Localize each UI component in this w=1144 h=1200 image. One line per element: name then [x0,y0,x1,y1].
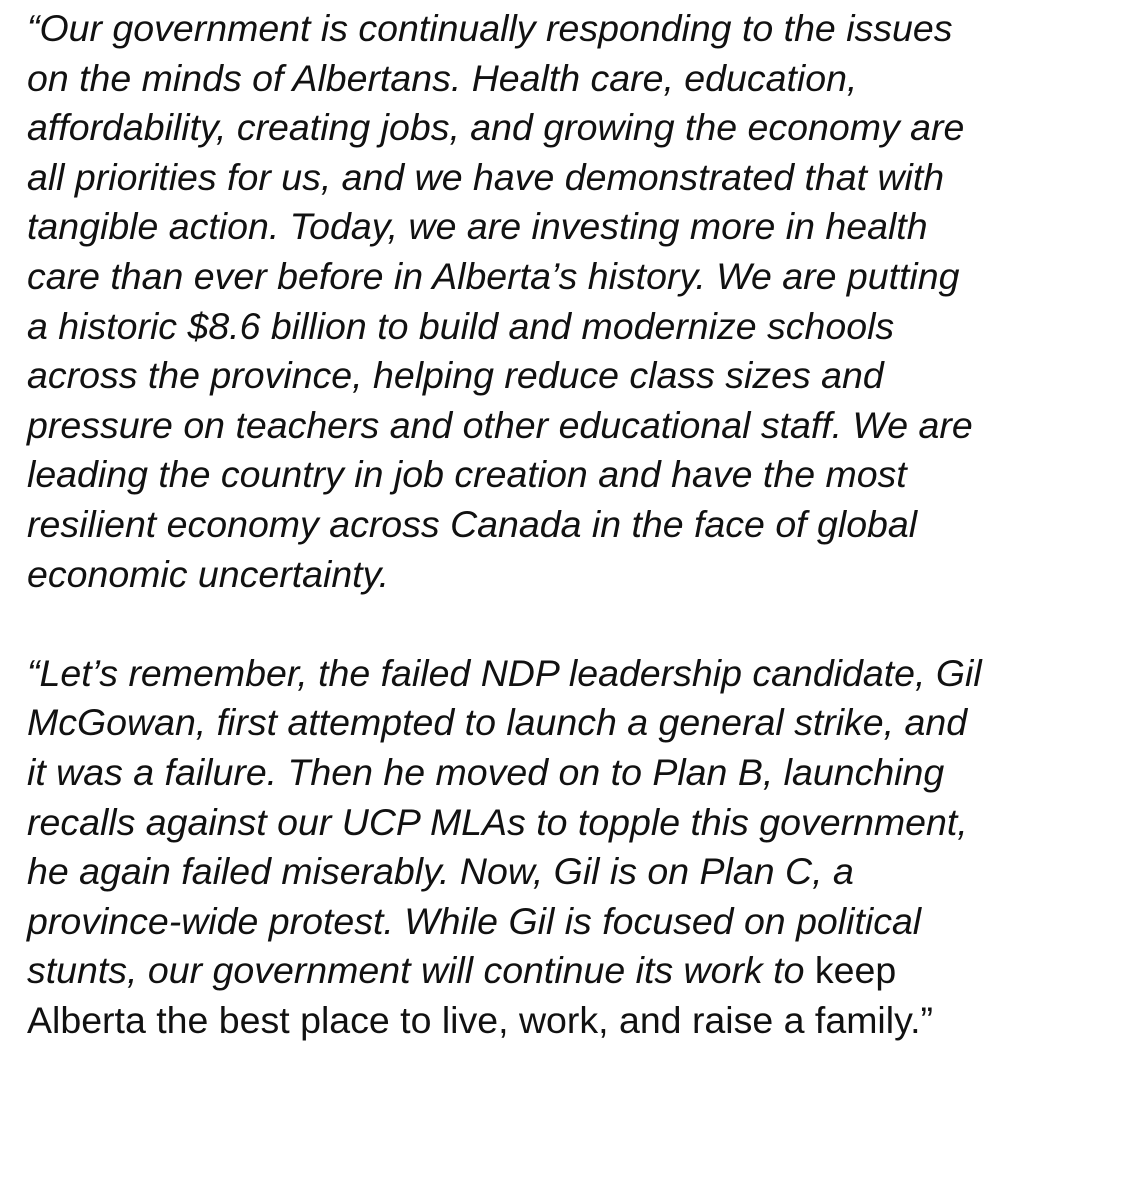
upright-segment: keep [804,949,897,992]
paragraph-1-line: on the minds of Albertans. Health care, education, [27,56,858,99]
paragraph-2-line: “Let’s remember, the failed NDP leadership candidate, Gil [27,651,982,694]
paragraph-2-line: recalls against our UCP MLAs to topple this government, [27,800,968,843]
paragraph-1-line: affordability, creating jobs, and growing the economy are [27,106,965,149]
paragraph-1-line: resilient economy across Canada in the face of global [27,502,918,545]
paragraph-spacer [27,599,1127,649]
paragraph-1-line: pressure on teachers and other educational staff. We are [27,403,973,446]
paragraph-2-line-mixed [27,946,1127,996]
paragraph-1-line: economic uncertainty. [27,552,389,595]
italic-segment: stunts, our government will continue its work to [27,949,805,992]
paragraph-2-line: it was a failure. Then he moved on to Plan B, launching [27,750,945,793]
paragraph-1-line: care than ever before in Alberta’s history. We are putting [27,254,960,297]
paragraph-1-line: all priorities for us, and we have demonstrated that with [27,155,945,198]
paragraph-2-line-upright: Alberta the best place to live, work, and raise a family.” [27,998,933,1041]
paragraph-1-line: leading the country in job creation and have the most [27,453,907,496]
paragraph-2-line: he again failed miserably. Now, Gil is on Plan C, a [27,850,854,893]
paragraph-1-line: a historic $8.6 billion to build and modernize schools [27,304,895,347]
paragraph-1-line: tangible action. Today, we are investing more in health [27,205,928,248]
paragraph-1 [27,4,1127,599]
statement-document [27,4,1127,1045]
paragraph-2 [27,649,1127,1046]
paragraph-1-line: “Our government is continually responding to the issues [27,7,953,49]
paragraph-2-line: province-wide protest. While Gil is focused on political [27,899,922,942]
paragraph-1-line: across the province, helping reduce class sizes and [27,354,884,397]
paragraph-2-line: McGowan, first attempted to launch a general strike, and [27,701,968,744]
